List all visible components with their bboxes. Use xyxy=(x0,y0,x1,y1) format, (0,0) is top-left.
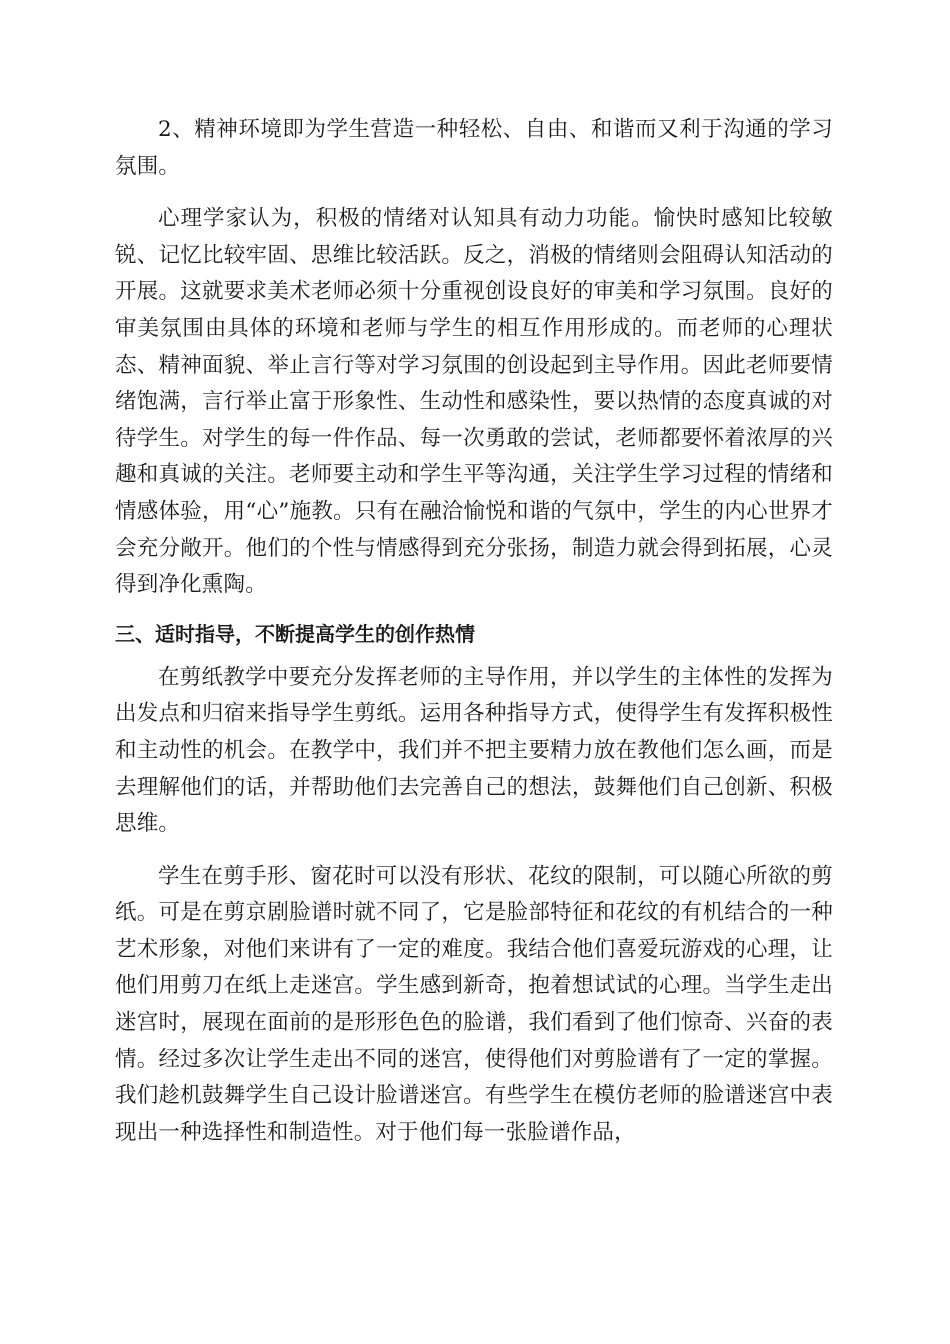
paragraph-spacer xyxy=(115,185,833,201)
document-body xyxy=(115,112,833,1151)
paragraph-spiritual-environment: 2、精神环境即为学生营造一种轻松、自由、和谐而又利于沟通的学习氛围。 xyxy=(115,117,833,179)
paragraph-psychology: 心理学家认为，积极的情绪对认知具有动力功能。愉快时感知比较敏锐、记忆比较牢固、思维比较活跃。反之，消极的情绪则会阻碍认知活动的开展。这就要求美术老师必须十分重视创设良好的审美和学习氛围。良好的审美氛围由具体的环境和老师与学生的相互作用形成的。而老师的心理状态、精神面貌、举止言行等对学习氛围的创设起到主导作用。因此老师要情绪饱满，言行举止富于形象性、生动性和感染性，要以热情的态度真诚的对待学生。对学生的每一件作品、每一次勇敢的尝试，老师都要怀着浓厚的兴趣和真诚的关注。老师要主动和学生平等沟通，关注学生学习过程的情绪和情感体验，用“心”施教。只有在融洽愉悦和谐的气氛中，学生的内心世界才会充分敞开。他们的个性与情感得到充分张扬，制造力就会得到拓展，心灵得到净化熏陶。 xyxy=(115,206,833,598)
section-heading: 三、适时指导，不断提高学生的创作热情 xyxy=(115,621,475,646)
paragraph-spacer xyxy=(115,652,833,660)
paragraph-facial-mask: 学生在剪手形、窗花时可以没有形状、花纹的限制，可以随心所欲的剪纸。可是在剪京剧脸谱时就不同了，它是脸部特征和花纹的有机结合的一种艺术形象，对他们来讲有了一定的难度。我结合他们喜爱玩游戏的心理，让他们用剪刀在纸上走迷宫。学生感到新奇，抱着想试试的心理。当学生走出迷宫时，展现在面前的是形形色色的脸谱，我们看到了他们惊奇、兴奋的表情。经过多次让学生走出不同的迷宫，使得他们对剪脸谱有了一定的掌握。我们趁机鼓舞学生自己设计脸谱迷宫。有些学生在模仿老师的脸谱迷宫中表现出一种选择性和制造性。对于他们每一张脸谱作品， xyxy=(115,863,833,1145)
paragraph-guidance: 在剪纸教学中要充分发挥老师的主导作用，并以学生的主体性的发挥为出发点和归宿来指导学生剪纸。运用各种指导方式，使得学生有发挥积极性和主动性的机会。在教学中，我们并不把主要精力放在教他们怎么画，而是去理解他们的话，并帮助他们去完善自己的想法，鼓舞他们自己创新、积极思维。 xyxy=(115,664,833,837)
paragraph-spacer xyxy=(115,843,833,859)
paragraph-spacer xyxy=(115,604,833,616)
